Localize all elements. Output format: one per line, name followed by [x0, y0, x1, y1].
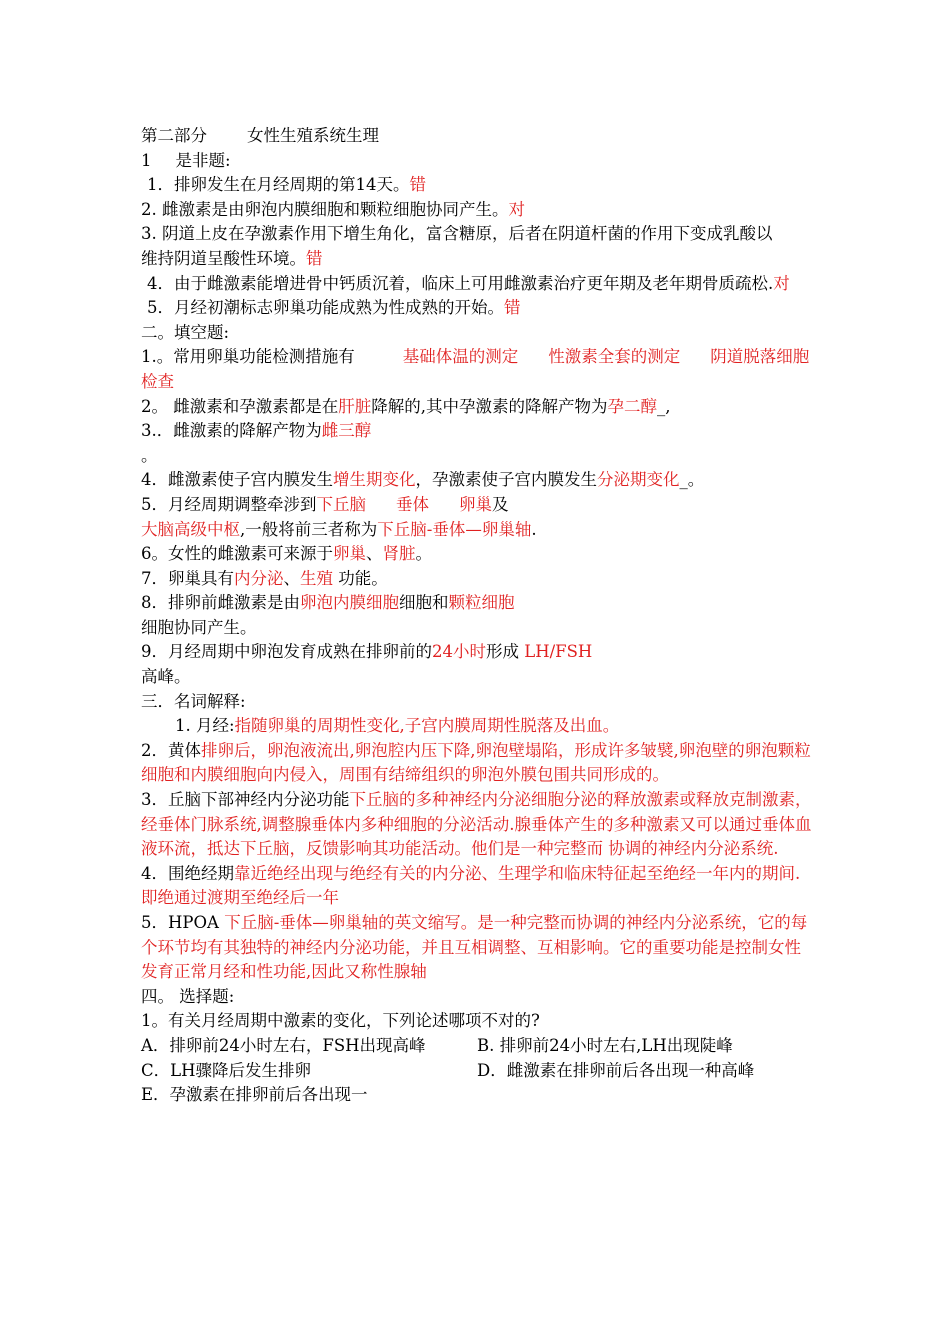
fill-question-8-cont: 细胞协同产生。 [141, 617, 257, 637]
mc-options-ab [141, 1034, 813, 1059]
option-a: A．排卵前24小时左右，FSH出现高峰 [141, 1035, 426, 1055]
term-3: 3．丘脑下部神经内分泌功能下丘脑的多种神经内分泌细胞分泌的释放激素或释放克制激素，经垂体门脉系统,调整腺垂体内多种细胞的分泌活动.腺垂体产生的多种激素又可以通过垂体血液环流，抵达下丘脑，反馈影响其功能活动。他们是一种完整而 协调的神经内分泌系统. [141, 790, 812, 859]
fill-question-3: 3.．雌激素的降解产物为雌三醇 [141, 421, 372, 441]
mc-options-cd [141, 1059, 813, 1084]
section-3-heading: 三．名词解释: [141, 691, 246, 711]
answer: 错 [306, 248, 323, 268]
tf-question-3: 3. 阴道上皮在孕激素作用下增生角化，富含糖原，后者在阴道杆菌的作用下变成乳酸以 [141, 224, 773, 244]
answer: 对 [773, 273, 790, 293]
answer: 错 [504, 298, 521, 318]
section-2-heading: 二。填空题: [141, 322, 230, 342]
option-c: C．LH骤降后发生排卵 [141, 1060, 311, 1080]
section-1-heading: 1 是非题: [141, 150, 231, 170]
section-4-heading: 四。 选择题: [141, 986, 235, 1006]
term-1: 1. 月经:指随卵巢的周期性变化,子宫内膜周期性脱落及出血。 [175, 716, 620, 736]
option-d: D．雌激素在排卵前后各出现一种高峰 [477, 1060, 755, 1080]
doc-title [141, 124, 813, 149]
option-b: B. 排卵前24小时左右,LH出现陡峰 [477, 1035, 733, 1055]
option-e: E．孕激素在排卵前后各出现一 [141, 1085, 368, 1105]
term-4: 4．围绝经期靠近绝经出现与绝经有关的内分泌、生理学和临床特征起至绝经一年内的期间.即绝通过渡期至绝经后一年 [141, 863, 801, 908]
fill-question-2: 2。 雌激素和孕激素都是在肝脏降解的,其中孕激素的降解产物为孕二醇_, [141, 396, 671, 416]
tf-question-1: 1．排卵发生在月经周期的第14天。错 [147, 175, 426, 195]
mc-question-1: 1。有关月经周期中激素的变化，下列论述哪项不对的? [141, 1011, 540, 1031]
fill-question-7: 7．卵巢具有内分泌、生殖 功能。 [141, 568, 388, 588]
tf-question-3-cont: 维持阴道呈酸性环境。错 [141, 248, 323, 268]
fill-question-9-cont: 高峰。 [141, 667, 191, 687]
fill-question-1: 1.。常用卵巢功能检测措施有 基础体温的测定 性激素全套的测定 阴道脱落细胞检查 [141, 347, 810, 391]
term-2: 2．黄体排卵后，卵泡液流出,卵泡腔内压下降,卵泡壁塌陷，形成许多皱襞,卵泡壁的卵泡颗粒细胞和内膜细胞向内侵入，周围有结缔组织的卵泡外膜包围共同形成的。 [141, 740, 811, 785]
fill-question-8: 8．排卵前雌激素是由卵泡内膜细胞细胞和颗粒细胞 [141, 593, 515, 613]
answer: 对 [508, 199, 525, 219]
fill-question-5: 5．月经周期调整牵涉到下丘脑 垂体 卵巢及 [141, 494, 509, 514]
fill-question-6: 6。女性的雌激素可来源于卵巢、肾脏。 [141, 544, 432, 564]
term-5: 5．HPOA 下丘脑-垂体—卵巢轴的英文缩写。是一种完整而协调的神经内分泌系统，它的每个环节均有其独特的神经内分泌功能，并且互相调整、互相影响。它的重要功能是控制女性发育正常月经和性功能,因此又称性腺轴 [141, 913, 808, 982]
tf-question-2: 2. 雌激素是由卵泡内膜细胞和颗粒细胞协同产生。对 [141, 199, 525, 219]
title-name: 女性生殖系统生理 [247, 126, 379, 145]
document-page [141, 124, 813, 1108]
fill-question-5-cont: 大脑高级中枢,一般将前三者称为下丘脑-垂体—卵巢轴. [141, 519, 537, 539]
fill-question-4: 4．雌激素使子宫内膜发生增生期变化，孕激素使子宫内膜发生分泌期变化_。 [141, 470, 705, 490]
tf-question-5: 5．月经初潮标志卵巢功能成熟为性成熟的开始。错 [147, 298, 521, 318]
tf-question-4: 4．由于雌激素能增进骨中钙质沉着，临床上可用雌激素治疗更年期及老年期骨质疏松.对 [147, 273, 790, 293]
answer: 错 [409, 175, 426, 195]
fill-question-9: 9．月经周期中卵泡发育成熟在排卵前的24小时形成 LH/FSH [141, 642, 593, 662]
fill-question-3-end: 。 [141, 445, 158, 465]
title-part: 第二部分 [141, 126, 207, 145]
